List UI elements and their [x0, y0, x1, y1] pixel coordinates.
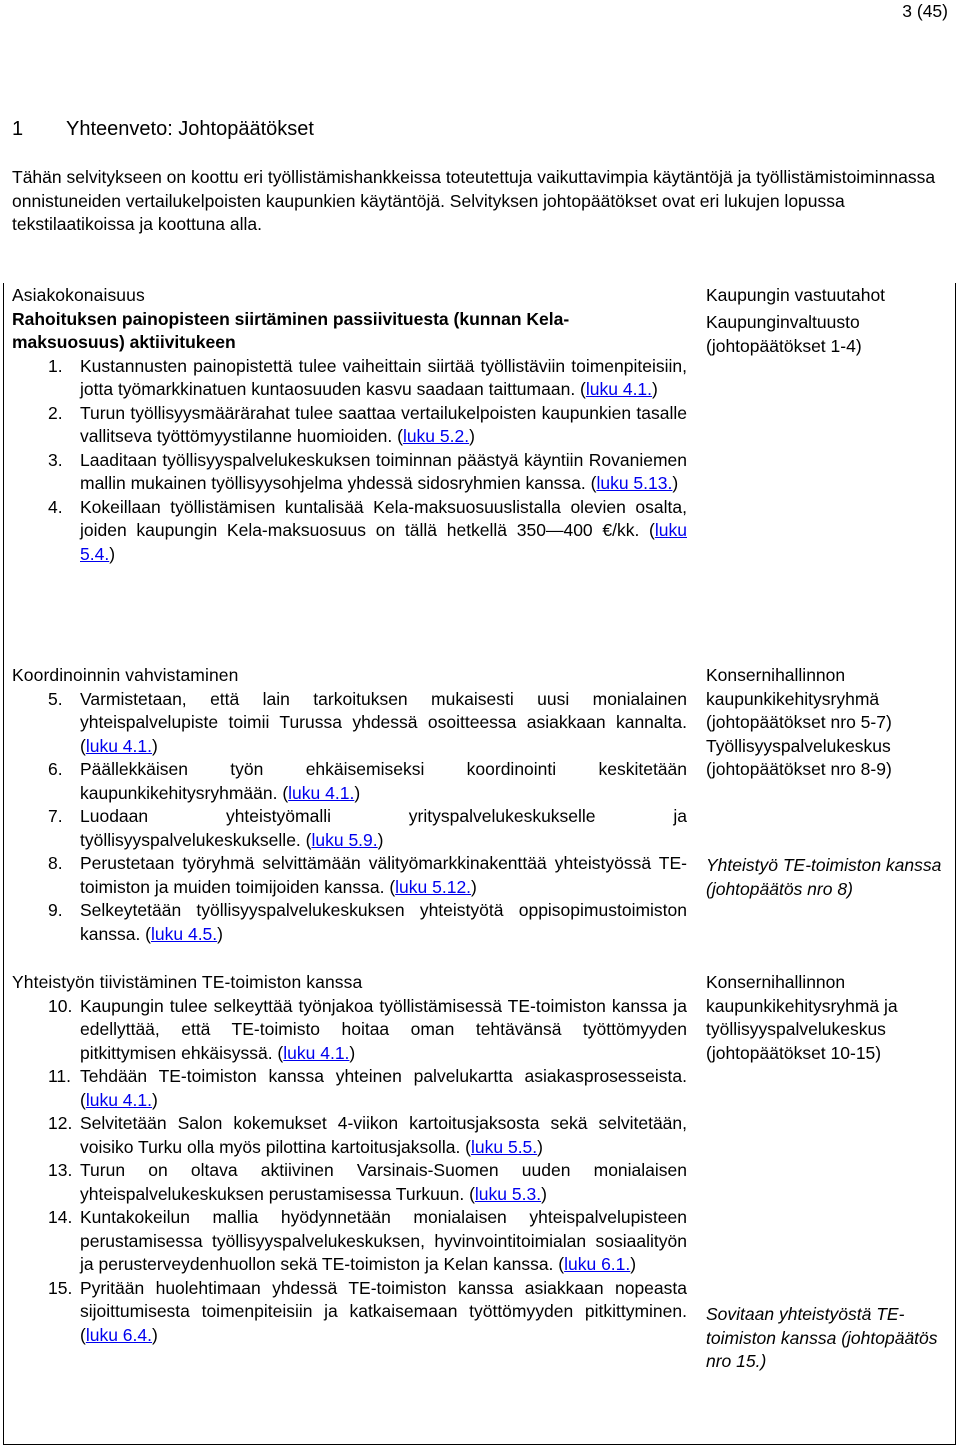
item-close-paren: )	[541, 1183, 547, 1204]
item-text	[80, 355, 687, 402]
conclusion-item	[12, 1159, 687, 1206]
item-number: 3.	[48, 449, 63, 470]
section-te-toimisto	[12, 971, 687, 1347]
conclusion-item	[12, 758, 687, 805]
item-number: 7.	[48, 806, 63, 826]
item-close-paren: )	[151, 735, 158, 756]
item-body: Pyritään huolehtimaan yhdessä TE-toimiston kanssa asiakkaan nopeasta sijoittumisesta toimenpiteisiin ja katkaisemaan työttömyyden pitkittyminen. (	[80, 1277, 687, 1345]
item-close-paren: )	[672, 473, 679, 493]
item-text	[80, 688, 687, 759]
page-number: 3 (45)	[902, 1, 948, 21]
chapter-link[interactable]: luku 6.4.	[85, 1324, 152, 1345]
item-body: Perustetaan työryhmä selvittämään välityömarkkinakenttää yhteistyössä TE-toimiston ja muiden toimijoiden kanssa. (	[80, 853, 687, 897]
item-body: Turun on oltava aktiivinen Varsinais-Suomen uuden monialaisen yhteispalvelukeskuksen perustamisessa Turkuun. (	[80, 1160, 687, 1204]
chapter-link[interactable]: luku 6.1.	[564, 1254, 631, 1274]
item-body: Päällekkäisen työn ehkäisemiseksi koordinointi keskitetään kaupunkikehitysryhmään. (	[80, 759, 687, 803]
heading-title: Yhteenveto: Johtopäätökset	[66, 118, 314, 140]
item-body: Selkeytetään työllisyyspalvelukeskuksen yhteistyötä oppisopimustoimiston kanssa. (	[80, 900, 687, 944]
item-body: Kustannusten painopistettä tulee vaiheittain siirtää työllistäviin toimenpiteisiin, jotta työmarkkinatuen kuntaosuuden kasvu saadaan taittumaan. (	[80, 355, 687, 399]
chapter-link[interactable]: luku 5.5.	[471, 1136, 538, 1157]
chapter-link[interactable]: luku 4.5.	[151, 923, 218, 944]
item-text	[80, 1277, 687, 1348]
chapter-link[interactable]: luku 4.1.	[283, 1042, 350, 1063]
item-text	[80, 402, 687, 449]
conclusion-item	[12, 852, 687, 899]
item-close-paren: )	[151, 1089, 158, 1110]
item-number: 5.	[48, 688, 63, 709]
item-text	[80, 449, 687, 496]
item-body: Selvitetään Salon kokemukset 4-viikon kartoitusjaksosta sekä selvitetään, voisiko Turku olla myös pilottina kartoitusjaksolla. (	[80, 1113, 687, 1157]
item-body: Luodaan yhteistyömalli yrityspalvelukeskukselle ja työllisyyspalvelukeskukselle. (	[80, 806, 687, 850]
conclusion-item	[12, 355, 687, 402]
conclusion-item	[12, 1112, 687, 1159]
responsible-1: Kaupunginvaltuusto (johtopäätökset 1-4)	[706, 312, 862, 356]
conclusion-list	[12, 688, 687, 947]
section-asiakokonaisuus	[12, 284, 687, 566]
item-text	[80, 995, 687, 1066]
item-body: Laaditaan työllisyyspalvelukeskuksen toiminnan päästyä käyntiin Rovaniemen mallin mukainen työllisyysohjelma yhdessä sidosryhmien kanssa. (	[80, 449, 687, 493]
section-koordinointi	[12, 664, 687, 946]
item-text	[80, 1112, 687, 1159]
chapter-link[interactable]: luku 5.4.	[80, 520, 687, 564]
section-title: Asiakokonaisuus	[12, 285, 145, 305]
item-number: 10.	[48, 995, 73, 1016]
item-close-paren: )	[469, 426, 475, 446]
conclusion-item	[12, 1277, 687, 1348]
item-text	[80, 1065, 687, 1112]
conclusion-item	[12, 402, 687, 449]
item-text	[80, 852, 687, 899]
item-close-paren: )	[377, 829, 384, 850]
conclusion-item	[12, 899, 687, 946]
responsible-2: Konsernihallinnon kaupunkikehitysryhmä (johtopäätökset nro 5-7) Työllisyyspalvelukeskus (johtopäätökset nro 8-9)	[706, 665, 892, 779]
item-number: 13.	[48, 1160, 73, 1180]
item-body: Kuntakokeilun mallia hyödynnetään monialaisen yhteispalvelupisteen perustamisessa työllisyyspalvelukeskuksen, hyvinvointitoimialan sosiaalityön ja perusterveydenhuollon sekä TE-toimiston ja Kelan kanssa. (	[80, 1207, 687, 1274]
chapter-link[interactable]: luku 5.3.	[474, 1183, 542, 1204]
conclusion-item	[12, 995, 687, 1066]
item-body: Kokeillaan työllistämisen kuntalisää Kela-maksuosuuslistalla olevien osalta, joiden kaupungin Kela-maksuosuus on tällä hetkellä 350—400 €/kk. (	[80, 496, 687, 540]
item-body: Turun työllisyysmäärärahat tulee saattaa vertailukelpoisten kaupunkien tasalle vallitseva työttömyystilanne huomioiden. (	[80, 402, 687, 446]
conclusion-list	[12, 355, 687, 567]
item-body: Kaupungin tulee selkeyttää työnjakoa työllistämisessä TE-toimiston kanssa ja edellyttää, että TE-toimisto hoitaa oman tehtävänsä työttömyyden pitkittymisen ehkäisyssä. (	[80, 995, 687, 1063]
item-close-paren: )	[630, 1254, 637, 1274]
conclusion-item	[12, 1206, 687, 1277]
item-number: 14.	[48, 1207, 73, 1227]
item-close-paren: )	[354, 782, 361, 803]
conclusion-item	[12, 496, 687, 567]
item-close-paren: )	[537, 1136, 543, 1157]
item-body: Tehdään TE-toimiston kanssa yhteinen palvelukartta asiakasprosesseista. (	[80, 1066, 687, 1110]
item-number: 6.	[48, 759, 63, 779]
chapter-link[interactable]: luku 4.1.	[585, 379, 653, 399]
conclusion-item	[12, 688, 687, 759]
item-close-paren: )	[109, 543, 116, 564]
item-number: 8.	[48, 853, 63, 873]
item-close-paren: )	[652, 379, 658, 399]
item-body: Varmistetaan, että lain tarkoituksen mukaisesti uusi monialainen yhteispalvelupiste toimii Turussa yhdessä osoitteessa asiakkaan kannalta. (	[80, 688, 687, 756]
item-text	[80, 758, 687, 805]
conclusion-item	[12, 805, 687, 852]
chapter-link[interactable]: luku 5.9.	[311, 829, 378, 850]
chapter-link[interactable]: luku 4.1.	[288, 782, 355, 803]
chapter-link[interactable]: luku 4.1.	[85, 735, 152, 756]
item-close-paren: )	[151, 1324, 158, 1345]
item-number: 1.	[48, 355, 63, 376]
item-number: 4.	[48, 496, 63, 517]
chapter-link[interactable]: luku 5.13.	[596, 473, 673, 493]
item-number: 9.	[48, 900, 63, 920]
section-title: Koordinoinnin vahvistaminen	[12, 665, 239, 685]
chapter-link[interactable]: luku 5.2.	[402, 426, 470, 446]
section-title: Yhteistyön tiivistäminen TE-toimiston kanssa	[12, 972, 363, 992]
responsible-5: Sovitaan yhteistyöstä TE-toimiston kanssa (johtopäätös nro 15.)	[706, 1304, 938, 1371]
item-text	[80, 1159, 687, 1206]
item-text	[80, 899, 687, 946]
conclusion-list	[12, 995, 687, 1348]
intro-paragraph: Tähän selvitykseen on koottu eri työllistämishankkeissa toteutettuja vaikuttavimpia käytäntöjä ja työllistämistoiminnassa onnistuneiden vertailukelpoisten kaupunkien käytäntöjä. Selvityksen johtopäätökset ovat eri lukujen lopussa tekstilaatikoissa ja koottuna alla.	[12, 167, 936, 234]
chapter-link[interactable]: luku 4.1.	[85, 1089, 152, 1110]
section-subtitle: Rahoituksen painopisteen siirtäminen passiivituesta (kunnan Kela-maksuosuus) aktiivitukeen	[12, 308, 570, 352]
item-text	[80, 1206, 687, 1277]
item-number: 12.	[48, 1113, 73, 1133]
heading-number: 1	[12, 118, 24, 140]
responsible-3: Yhteistyö TE-toimiston kanssa (johtopäätös nro 8)	[706, 855, 942, 899]
item-number: 15.	[48, 1277, 73, 1298]
item-text	[80, 496, 687, 567]
conclusion-item	[12, 449, 687, 496]
item-text	[80, 805, 687, 852]
item-number: 2.	[48, 402, 63, 423]
responsible-header: Kaupungin vastuutahot	[706, 285, 886, 305]
item-close-paren: )	[217, 923, 223, 944]
item-close-paren: )	[471, 876, 477, 897]
item-close-paren: )	[349, 1042, 356, 1063]
responsible-4: Konsernihallinnon kaupunkikehitysryhmä ja työllisyyspalvelukeskus (johtopäätökset 10-15)	[706, 972, 898, 1063]
conclusion-item	[12, 1065, 687, 1112]
chapter-link[interactable]: luku 5.12.	[395, 876, 472, 897]
item-number: 11.	[48, 1066, 72, 1086]
section-heading	[12, 118, 314, 142]
